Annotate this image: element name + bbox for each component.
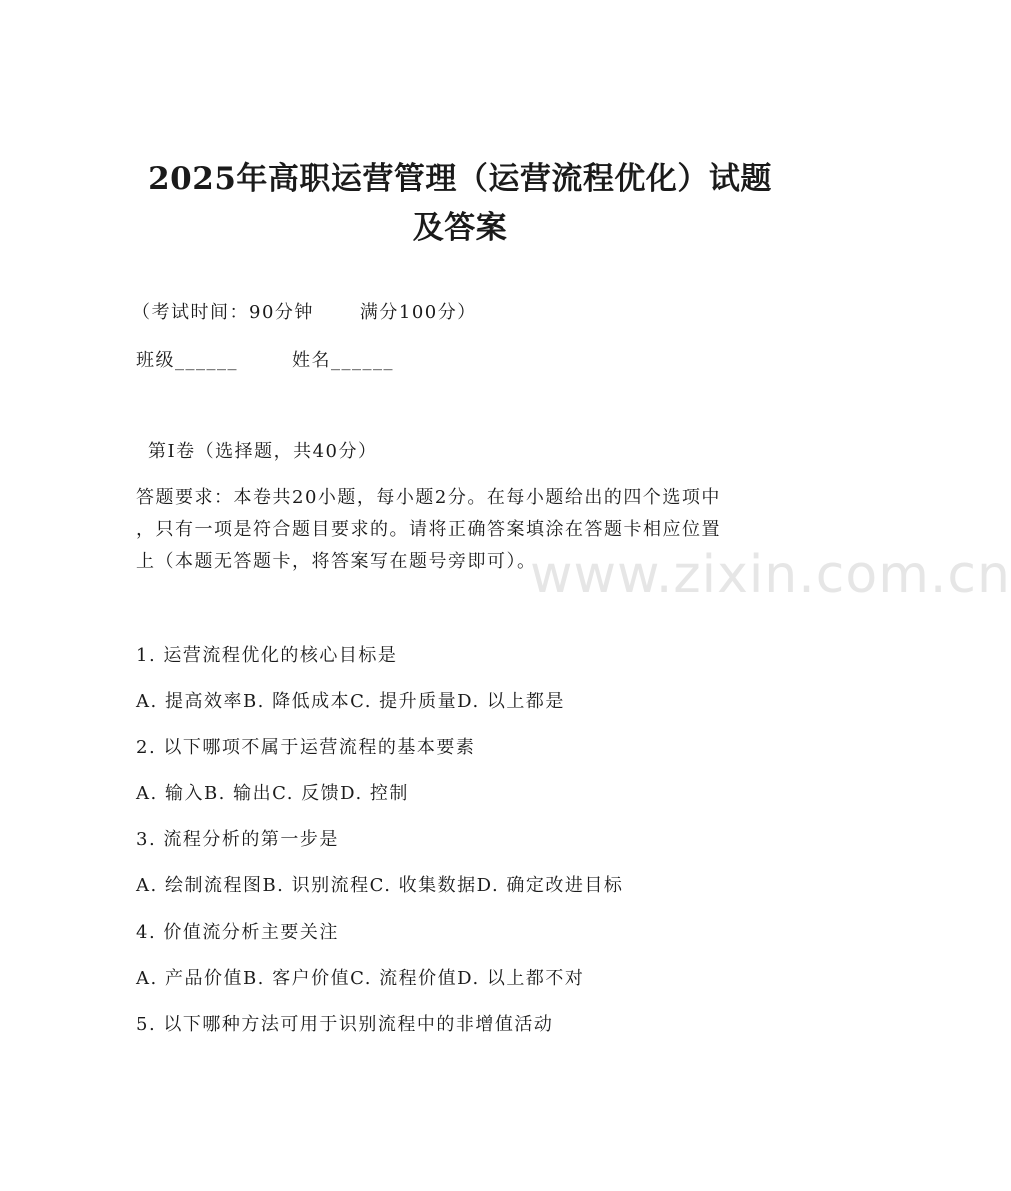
question-options: A. 产品价值B. 客户价值C. 流程价值D. 以上都不对 [136,968,585,989]
instructions-line-2: ，只有一项是符合题目要求的。请将正确答案填涂在答题卡相应位置 [136,519,721,540]
exam-score: 满分100分） [359,302,477,323]
question-stem: 3. 流程分析的第一步是 [136,829,339,850]
question-stem: 5. 以下哪种方法可用于识别流程中的非增值活动 [136,1014,554,1035]
question-stem: 4. 价值流分析主要关注 [136,922,339,943]
question-stem: 2. 以下哪项不属于运营流程的基本要素 [136,737,476,758]
question-options: A. 输入B. 输出C. 反馈D. 控制 [136,783,409,804]
watermark: www.zixin.com.cn [530,545,1011,605]
name-field: 姓名______ [292,350,394,371]
question-options: A. 绘制流程图B. 识别流程C. 收集数据D. 确定改进目标 [136,875,624,896]
document-title-line-1: 2025年高职运营管理（运营流程优化）试题 [148,161,772,197]
student-fields [136,347,394,375]
question-options: A. 提高效率B. 降低成本C. 提升质量D. 以上都是 [136,691,565,712]
document-title-line-2: 及答案 [412,210,508,246]
question-stem: 1. 运营流程优化的核心目标是 [136,645,398,666]
exam-info-open-paren: （ [132,302,152,323]
instructions-line-3: 上（本题无答题卡，将答案写在题号旁即可）。 [136,551,537,572]
exam-info [132,299,477,327]
section-heading: 第Ⅰ卷（选择题，共40分） [148,441,378,462]
exam-time: 考试时间：90分钟 [151,302,314,323]
instructions-line-1: 答题要求：本卷共20小题，每小题2分。在每小题给出的四个选项中 [136,487,721,508]
class-field: 班级______ [136,350,238,371]
